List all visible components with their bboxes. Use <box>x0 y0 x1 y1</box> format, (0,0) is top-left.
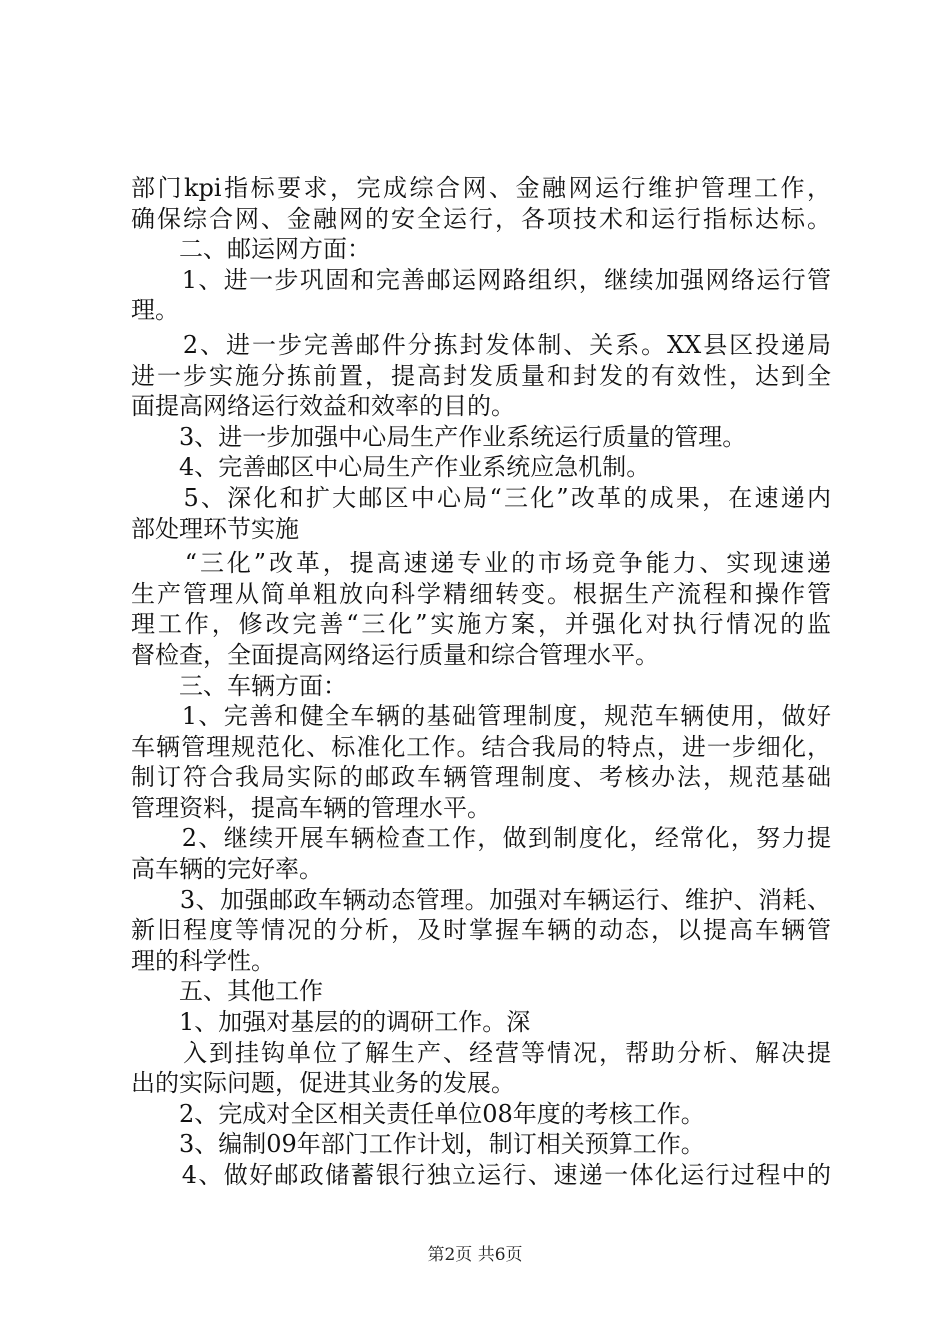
text-line: 生产管理从简单粗放向科学精细转变。根据生产流程和操作管 <box>131 579 831 608</box>
text-line: 确保综合网、金融网的安全运行，各项技术和运行指标达标。 <box>131 204 831 233</box>
text-line: 1、加强对基层的的调研工作。深 <box>131 1008 531 1037</box>
text-line: 高车辆的完好率。 <box>131 855 323 884</box>
section-heading: 二、邮运网方面： <box>131 235 371 264</box>
text-line: 面提高网络运行效益和效率的目的。 <box>131 392 515 421</box>
section-heading: 五、其他工作 <box>131 977 323 1006</box>
text-line: 理的科学性。 <box>131 946 275 975</box>
text-line: 1、进一步巩固和完善邮运网路组织，继续加强网络运行管 <box>131 265 831 294</box>
text-line: 督检查，全面提高网络运行质量和综合管理水平。 <box>131 640 659 669</box>
text-line: 部处理环节实施 <box>131 514 299 543</box>
text-line: 3、编制09年部门工作计划，制订相关预算工作。 <box>131 1130 705 1159</box>
text-line: 1、完善和健全车辆的基础管理制度，规范车辆使用，做好 <box>131 702 831 731</box>
text-line: 2、进一步完善邮件分拣封发体制、关系。XX县区投递局 <box>131 330 831 359</box>
text-line: 理工作，修改完善“三化”实施方案，并强化对执行情况的监 <box>131 610 831 639</box>
text-line: 2、继续开展车辆检查工作，做到制度化，经常化，努力提 <box>131 824 831 853</box>
text-line: 制订符合我局实际的邮政车辆管理制度、考核办法，规范基础 <box>131 763 831 792</box>
text-line: 车辆管理规范化、标准化工作。结合我局的特点，进一步细化， <box>131 732 831 761</box>
text-line: “三化”改革，提高速递专业的市场竞争能力、实现速递 <box>131 549 831 578</box>
section-heading: 三、车辆方面： <box>131 671 347 700</box>
page-footer: 第2页 共6页 <box>427 1245 523 1265</box>
text-line: 理。 <box>131 296 179 325</box>
text-line: 2、完成对全区相关责任单位08年度的考核工作。 <box>131 1099 705 1128</box>
text-line: 新旧程度等情况的分析，及时掌握车辆的动态，以提高车辆管 <box>131 916 831 945</box>
text-line: 管理资料，提高车辆的管理水平。 <box>131 793 491 822</box>
text-line: 4、完善邮区中心局生产作业系统应急机制。 <box>131 453 651 482</box>
text-line: 4、做好邮政储蓄银行独立运行、速递一体化运行过程中的 <box>131 1161 831 1189</box>
text-line: 部门kpi指标要求，完成综合网、金融网运行维护管理工作， <box>131 174 831 202</box>
document-body <box>131 173 831 1191</box>
text-line: 3、进一步加强中心局生产作业系统运行质量的管理。 <box>131 422 747 451</box>
text-line: 出的实际问题，促进其业务的发展。 <box>131 1069 515 1098</box>
text-line: 3、加强邮政车辆动态管理。加强对车辆运行、维护、消耗、 <box>131 885 831 914</box>
text-line: 进一步实施分拣前置，提高封发质量和封发的有效性，达到全 <box>131 361 831 390</box>
text-line: 入到挂钩单位了解生产、经营等情况，帮助分析、解决提 <box>131 1038 831 1067</box>
text-line: 5、深化和扩大邮区中心局“三化”改革的成果，在速递内 <box>131 483 831 512</box>
